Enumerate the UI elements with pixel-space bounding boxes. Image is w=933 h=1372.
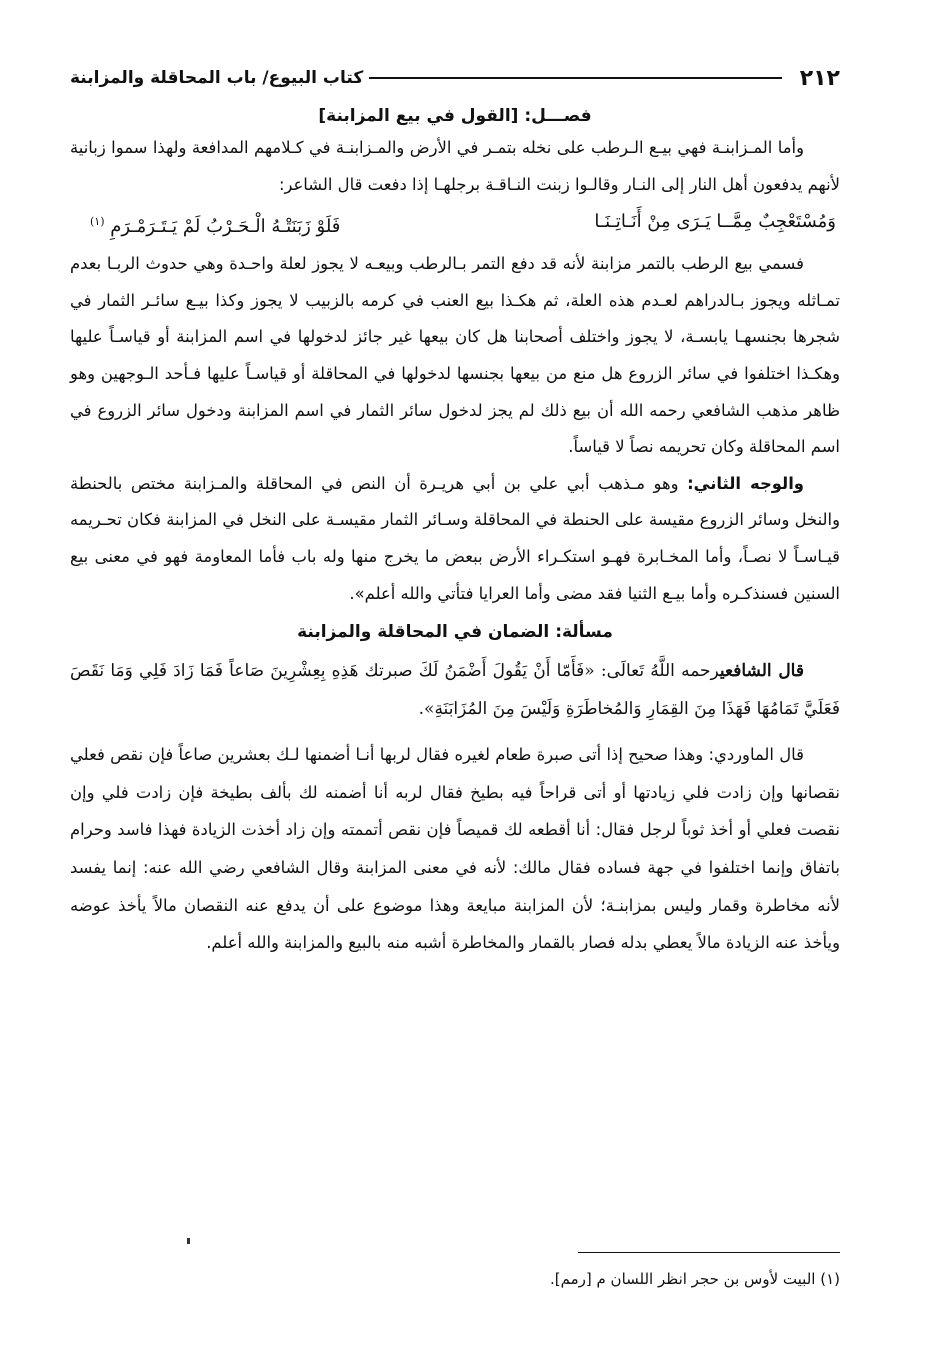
footnote-reference: (١) <box>90 215 105 229</box>
quote-honorific: رحمه اللَّهُ تَعالَى: <box>600 661 720 682</box>
masala-title: الضمان في المحاقلة والمزابنة <box>297 622 550 643</box>
page-number: ٢١٢ <box>799 65 840 91</box>
verse-second-hemistich: فَلَوْ زَبَنَتْـهُ الْـحَـرْبُ لَمْ يَـتَـرَمْـرَمِ <box>110 216 341 238</box>
second-view-text: وهو مـذهب أبي علي بن أبي هريـرة أن النص في المحاقلة والمـزابنة مختص بالحنطة والنخل وسائر الزروع مقيسة على الحنطة في المحاقلة وسـائر الثمار مقيسـة على النخل في المزابنة فكان تحـريمه قيـاسـاً لا نصـاً، وأما المخـابرة فهـو استكـراء الأرض ببعض ما يخرج منها وله باب فأما المعاومة فهو في معنى بيع السنين فسنذكـره وأما بيـع الثنيا فقد مضى وأما العرايا فتأتي والله أعلم». <box>70 473 840 603</box>
poetry-verse <box>70 203 840 246</box>
section-heading-guarantee <box>70 622 840 642</box>
paragraph-definition: وأما المـزابنـة فهي بيـع الـرطب على نخله بتمـر في الأرض والمـزابنـة في كـلامهم المدافعة ولهذا سموا زبانية لأنهم يدفعون أهل النار إلى النـار وقالـوا زبنت النـاقـة برجلهـا إذا دفعت قال الشاعر: <box>70 138 840 194</box>
shafii-quote <box>70 652 840 728</box>
section-heading-muzabana <box>70 106 840 126</box>
footnote-rule <box>578 1252 840 1253</box>
page-header <box>70 60 840 96</box>
second-view-lead: والوجه الثاني: <box>687 473 804 493</box>
header-rule <box>369 77 781 79</box>
mawardi-commentary: قال الماوردي: وهذا صحيح إذا أتى صبرة طعام لغيره فقال لربها أنـا أضمنها لـك بعشرين صاعاً فإن نقص فعلي نقصانها وإن زادت فلي زيادتها أو أتى قراحاً فيه بطيخ فقال لربه أنا أضمنه لك بألف بطيخة فإن زادت فلي وإن نقصت فعلي أو أخذ ثوباً لرجل فقال: أنا أقطعه لك قميصاً فإن نقص أتممته وإن زاد أخذت الزيادة فهذا فاسد وحرام باتفاق وإنما اختلفوا في جهة فساده فقال مالك: لأنه في معنى المزابنة وقال الشافعي رضي الله عنه: إنما يفسد لأنه مخاطرة وقمار وليس بمزابنـة؛ لأن المزابنة مبايعة وهذا موضوع على أن يدفع عنه النقصان مالاً يأخذ عوضه ويأخذ عنه الزيادة مالاً يعطي بدله فصار بالقمار والمخاطرة أشبه منه بالبيع والمزابنة والله أعلم. <box>70 745 840 953</box>
verse-first-hemistich: وَمُسْتَعْجِبٌ مِمَّــا يَـرَى مِنْ أَنَـاتِـنَـا <box>594 211 836 233</box>
book-page <box>70 60 840 1310</box>
masala-label: مسألة: <box>555 622 613 643</box>
quote-text: «فَأَمّا أَنْ يَقُولَ أَضْمَنُ لَكَ صبرتك هَذِهِ بِعِشْرِينَ صَاعاً فَمَا زَادَ فَلِي وَمَا نَقَصَ فَعَلَيَّ تَمَامُهَا فَهَذَا مِنَ القِمَارِ وَالمُخاطَرَةِ وَلَيْسَ مِنَ المُزَابَنَةِ». <box>70 661 840 720</box>
footnote: (١) البيت لأوس بن حجر انظر اللسان م [رمم]. <box>550 1270 840 1288</box>
running-title: كتاب البيوع/ باب المحاقلة والمزابنة <box>70 68 364 88</box>
paragraph-ruling: فسمي بيع الرطب بالتمر مزابنة لأنه قد دفع التمر بـالرطب وبيعـه لا يجوز لعلة واحـدة وهي حدوث الربـا بعدم تمـاثله ويجوز بـالدراهم لعـدم هذه العلة، ثم هكـذا بيع العنب في كرمه بالزبيب لا يجوز وكذا بيـع سائـر الثمار في شجرها بجنسهـا يابسـة، لا يجوز واختلف أصحابنا هل كان بيعها غير جائز لدخولها في اسم المزابنة أو قياسـاً عليها وهكـذا اختلفوا في سائر الزروع هل منع من بيعها بجنسها لدخولها في المحاقلة أو قياسـاً عليها فـأحد الـوجهين وهو ظاهر مذهب الشافعي رحمه الله أن بيع ذلك لم يجز لدخول سائر الثمار في اسم المزابنة ودخول سائر الزروع في اسم المحاقلة وكان تحريمه نصاً لا قياساً. <box>70 254 840 457</box>
quote-speaker: قال الشافعي <box>719 661 804 682</box>
paragraph-second-view <box>70 466 840 612</box>
section-title: [القول في بيع المزابنة] <box>318 106 519 126</box>
print-mark <box>187 1238 190 1244</box>
section-label: فصـــل: <box>524 106 592 126</box>
